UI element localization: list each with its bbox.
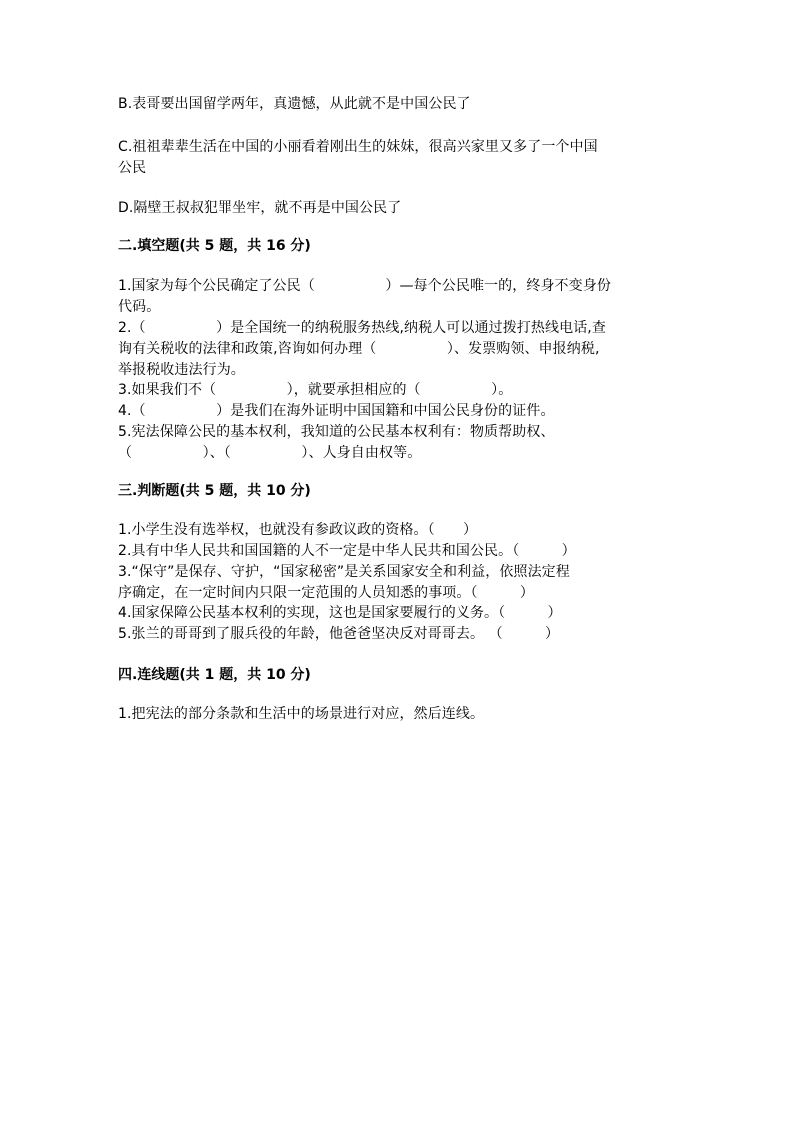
fill-blank-line: （ ）、（ ）、人身自由权等。 [118,445,422,461]
true-false-line: 2.具有中华人民共和国国籍的人不一定是中华人民共和国公民。（ ） [118,543,576,559]
matching-line: 1.把宪法的部分条款和生活中的场景进行对应，然后连线。 [118,706,485,722]
section-heading-matching: 四.连线题(共 1 题，共 10 分) [118,667,311,683]
true-false-line: 1.小学生没有选举权，也就没有参政议政的资格。（ ） [118,522,478,538]
fill-blank-line: 2.（ ）是全国统一的纳税服务热线,纳税人可以通过拨打热线电话,查 [118,320,606,336]
option-d: D.隔壁王叔叔犯罪坐牢，就不再是中国公民了 [118,200,402,216]
section-heading-true-false: 三.判断题(共 5 题，共 10 分) [118,483,311,499]
true-false-line: 3.“保守”是保存、守护，“国家秘密”是关系国家安全和利益，依照法定程 [118,564,570,580]
true-false-line: 序确定，在一定时间内只限一定范围的人员知悉的事项。（ ） [118,585,534,601]
option-c-line-2: 公民 [118,160,147,176]
true-false-line: 4.国家保障公民基本权利的实现，这也是国家要履行的义务。（ ） [118,605,562,621]
section-heading-fill-blank: 二.填空题(共 5 题，共 16 分) [118,238,311,254]
fill-blank-line: 4.（ ）是我们在海外证明中国国籍和中国公民身份的证件。 [118,403,555,419]
fill-blank-line: 5.宪法保障公民的基本权利，我知道的公民基本权利有：物质帮助权、 [118,424,555,440]
option-c-line-1: C.祖祖辈辈生活在中国的小丽看着刚出生的妹妹，很高兴家里又多了一个中国 [118,139,598,155]
fill-blank-line: 1.国家为每个公民确定了公民（ ）—每个公民唯一的，终身不变身份 [118,278,611,294]
fill-blank-line: 举报税收违法行为。 [118,362,245,378]
fill-blank-line: 3.如果我们不（ ），就要承担相应的（ ）。 [118,382,513,398]
option-b: B.表哥要出国留学两年，真遗憾，从此就不是中国公民了 [118,96,471,112]
true-false-line: 5.张兰的哥哥到了服兵役的年龄，他爸爸坚决反对哥哥去。 （ ） [118,626,560,642]
fill-blank-line: 代码。 [118,299,161,315]
fill-blank-line: 询有关税收的法律和政策,咨询如何办理（ ）、发票购领、申报纳税, [118,341,600,357]
